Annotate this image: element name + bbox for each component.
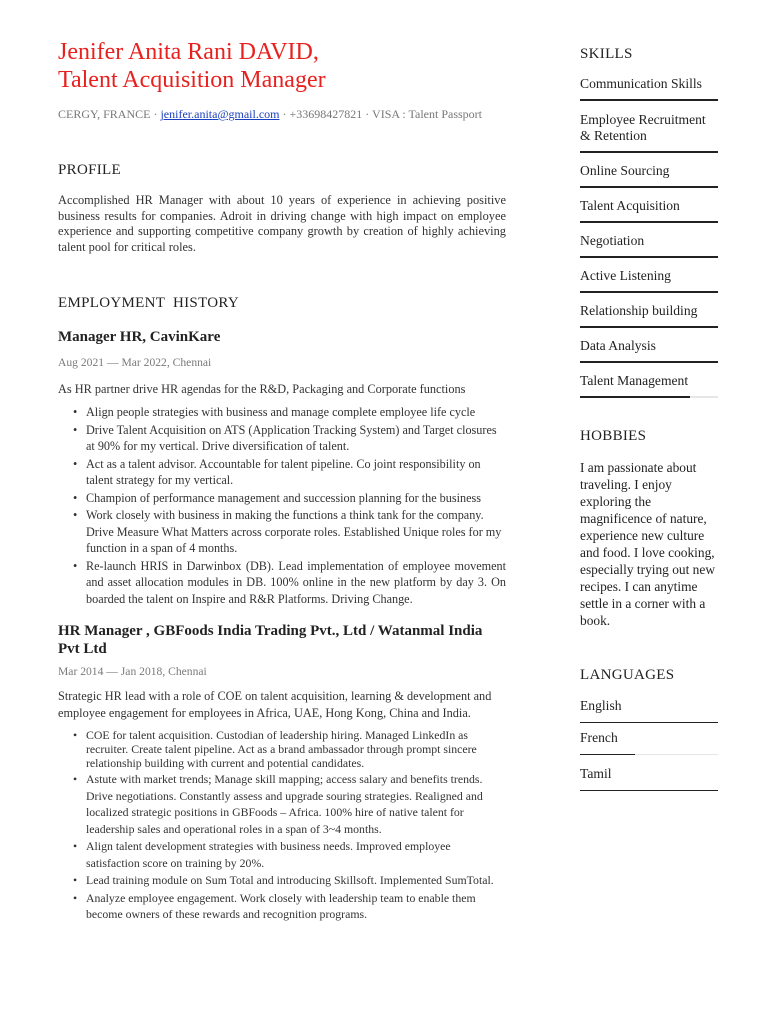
job-summary: Strategic HR lead with a role of COE on talent acquisition, learning & development and employee engagement for employees in Africa, UAE, Hong Kong, China and India.	[58, 689, 492, 720]
skill-level-bar	[580, 151, 718, 153]
job-bullets	[58, 404, 506, 607]
skill-label: Employee Recruitment & Retention	[580, 112, 706, 143]
skill-level-fill	[580, 221, 718, 223]
skill-label: Negotiation	[580, 233, 645, 248]
skill-level-fill	[580, 256, 718, 258]
skill-item	[580, 338, 718, 363]
language-level-fill	[580, 722, 718, 723]
name-line-2: Talent Acquisition Manager	[58, 67, 326, 93]
job-bullet: • Champion of performance management and succession planning for the business	[86, 490, 506, 507]
skill-level-fill	[580, 396, 690, 398]
skill-level-fill	[580, 361, 718, 363]
skill-item	[580, 233, 718, 258]
skill-level-fill	[580, 291, 718, 293]
job-bullet: • Re-launch HRIS in Darwinbox (DB). Lead implementation of employee movement and asset allocation modules in DB. 100% online in the new platform by day 3. On boarded the talent on Inspire and R&R Platforms. Driving Change.	[86, 558, 506, 608]
skill-item	[580, 198, 718, 223]
language-level-fill	[580, 754, 635, 755]
job-bullets	[58, 728, 506, 923]
language-level-fill	[580, 790, 718, 791]
skill-level-bar	[580, 221, 718, 223]
language-label: English	[580, 698, 622, 713]
language-label: French	[580, 730, 618, 745]
job-bullet: • Work closely with business in making the functions a think tank for the company. Drive Measure What Matters across corporate roles. Established Unique roles for my function in a span of 4 months.	[86, 507, 506, 557]
job-dates: Aug 2021 — Mar 2022, Chennai	[58, 356, 212, 369]
job-title: Manager HR, CavinKare	[58, 329, 221, 345]
skill-item	[580, 303, 718, 328]
sidebar-column	[580, 46, 718, 791]
language-level-bar	[580, 722, 718, 723]
language-level-bar	[580, 754, 718, 755]
language-label: Tamil	[580, 766, 612, 781]
job-bullet: • Align people strategies with business and manage complete employee life cycle	[86, 404, 506, 421]
language-item	[580, 766, 718, 791]
skill-item	[580, 163, 718, 188]
skill-level-bar	[580, 256, 718, 258]
main-column	[58, 38, 506, 924]
contact-line: CERGY, FRANCE · jenifer.anita@gmail.com · +33698427821 · VISA : Talent Passport	[58, 107, 482, 121]
skill-level-bar	[580, 326, 718, 328]
skills-list	[580, 76, 718, 398]
skills-heading: SKILLS	[580, 46, 633, 62]
skill-level-bar	[580, 99, 718, 101]
job-bullet: • Drive Talent Acquisition on ATS (Application Tracking System) and Target closures at 90% for my vertical. Drive diversification of talent.	[86, 422, 506, 455]
skill-level-fill	[580, 326, 718, 328]
skill-item	[580, 268, 718, 293]
skill-item	[580, 112, 718, 153]
job-summary: As HR partner drive HR agendas for the R&D, Packaging and Corporate functions	[58, 382, 466, 396]
job-entry	[58, 328, 506, 607]
language-item	[580, 698, 718, 723]
job-bullet: • Lead training module on Sum Total and introducing Skillsoft. Implemented SumTotal.	[86, 872, 506, 889]
skill-level-fill	[580, 186, 718, 188]
employment-heading: EMPLOYMENT HISTORY	[58, 295, 239, 311]
skill-level-bar	[580, 361, 718, 363]
skill-label: Relationship building	[580, 303, 698, 318]
skill-label: Talent Management	[580, 373, 689, 388]
skill-level-bar	[580, 291, 718, 293]
job-bullet: • COE for talent acquisition. Custodian of leadership hiring. Managed LinkedIn as recruiter. Create talent pipeline. Act as a brand ambassador through prompt sincere relationship building with current and potential candidates.	[86, 728, 506, 770]
languages-heading: LANGUAGES	[580, 667, 675, 683]
skill-label: Online Sourcing	[580, 163, 670, 178]
job-bullet: • Analyze employee engagement. Work closely with leadership team to enable them become owners of these rewards and recognition programs.	[86, 890, 506, 923]
job-dates: Mar 2014 — Jan 2018, Chennai	[58, 665, 207, 678]
skill-level-fill	[580, 151, 718, 153]
profile-heading: PROFILE	[58, 162, 121, 178]
hobbies-heading: HOBBIES	[580, 428, 647, 444]
skill-level-bar	[580, 186, 718, 188]
language-level-bar	[580, 790, 718, 791]
email-link[interactable]: jenifer.anita@gmail.com	[160, 107, 280, 121]
language-item	[580, 730, 718, 755]
profile-text: Accomplished HR Manager with about 10 years of experience in achieving positive business results for companies. Adroit in driving change with high impact on employee experience and supporting competitive company growth by creation of highly achieving talent pool for critical roles.	[58, 193, 506, 254]
skill-label: Talent Acquisition	[580, 198, 680, 213]
candidate-name	[58, 38, 506, 94]
phone: +33698427821	[289, 107, 363, 121]
job-bullet: • Act as a talent advisor. Accountable for talent pipeline. Co joint responsibility on talent strategy for my vertical.	[86, 456, 506, 489]
languages-list	[580, 698, 718, 791]
skill-label: Active Listening	[580, 268, 671, 283]
hobbies-text: I am passionate about traveling. I enjoy exploring the magnificence of nature, experience new culture and food. I love cooking, especially trying out new recipes. I can anytime settle in a corner with a book.	[580, 460, 715, 628]
name-line-1: Jenifer Anita Rani DAVID,	[58, 39, 319, 65]
job-title: HR Manager , GBFoods India Trading Pvt., Ltd / Watanmal India Pvt Ltd	[58, 623, 483, 657]
skill-item	[580, 373, 718, 398]
job-bullet: • Astute with market trends; Manage skill mapping; access salary and benefits trends. Drive negotiations. Constantly assess and upgrade souring strategies. Realigned and localized strategic positions in GBFoods – Africa. 100% hire of native talent for leadership sales and operational roles in a span of 3~4 months.	[86, 771, 506, 837]
skill-label: Communication Skills	[580, 76, 702, 91]
skill-level-fill	[580, 99, 718, 101]
skill-level-bar	[580, 396, 718, 398]
skill-item	[580, 76, 718, 101]
job-entry	[58, 622, 506, 923]
visa: VISA : Talent Passport	[372, 107, 482, 121]
skill-label: Data Analysis	[580, 338, 656, 353]
location: CERGY, FRANCE	[58, 107, 151, 121]
job-bullet: • Align talent development strategies with business needs. Improved employee satisfaction score on training by 20%.	[86, 838, 506, 871]
